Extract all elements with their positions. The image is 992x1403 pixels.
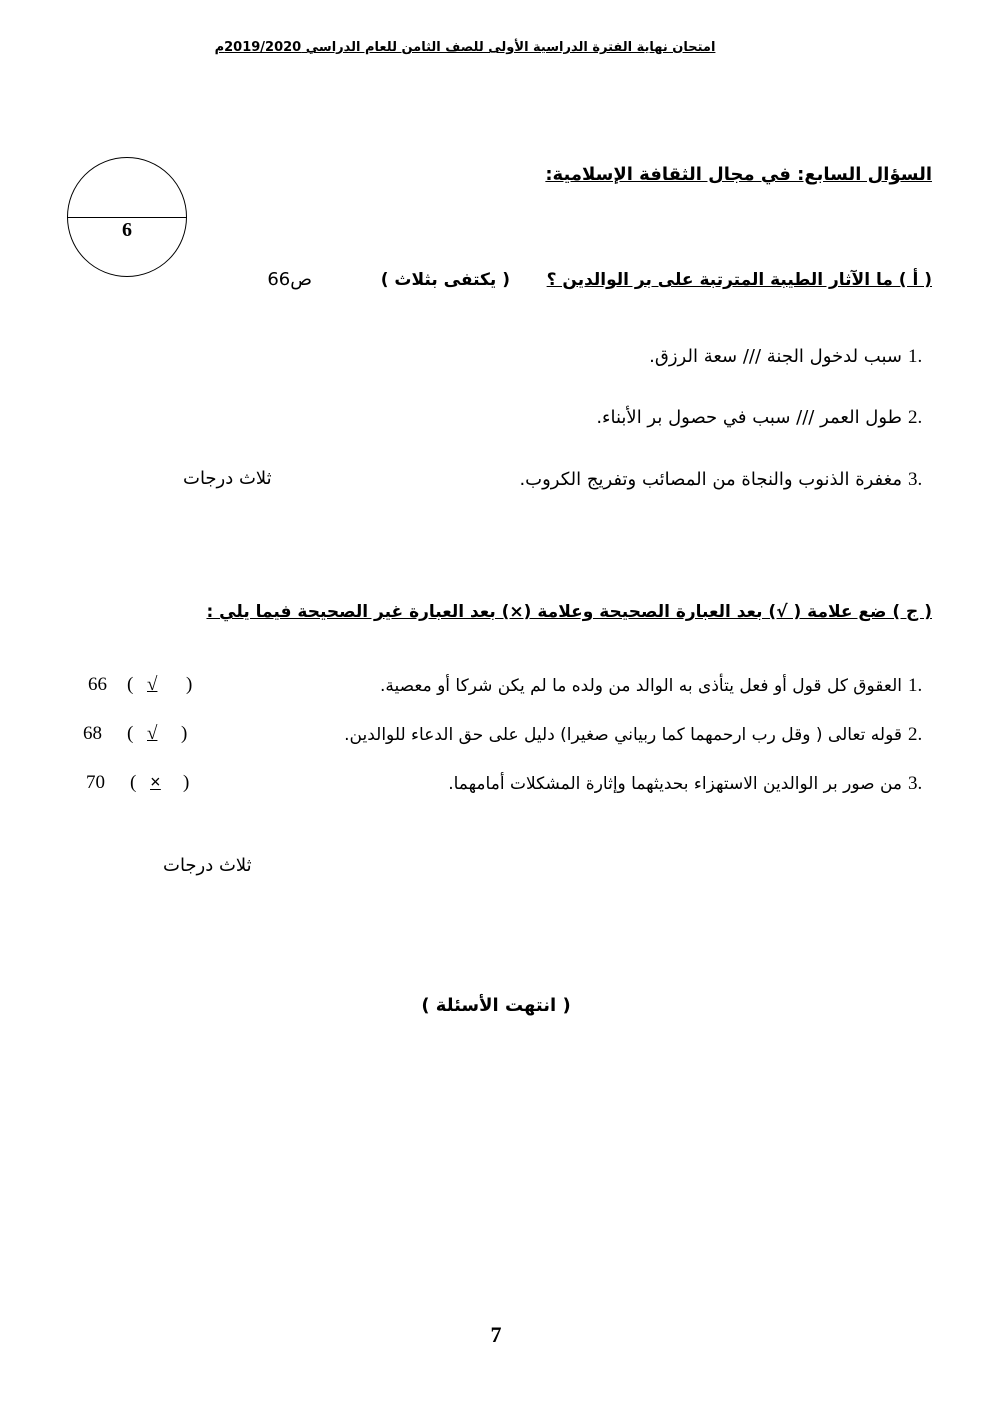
answer-text: طول العمر /// سبب في حصول بر الأبناء. bbox=[596, 407, 902, 428]
answer-number: 1. bbox=[908, 346, 923, 367]
statement-text: من صور بر الوالدين الاستهزاء بحديثهما وإثارة المشكلات أمامهما. bbox=[448, 774, 902, 794]
part-a-note: ( يكتفى بثلاث ) bbox=[380, 270, 510, 290]
page-reference: 70 bbox=[86, 772, 105, 793]
page-reference: 68 bbox=[83, 723, 102, 744]
statement-text: قوله تعالى ( وقل رب ارحمهما كما ربياني صغيرا) دليل على حق الدعاء للوالدين. bbox=[344, 725, 902, 745]
page-reference: 66 bbox=[88, 674, 107, 695]
answer-mark: √ bbox=[147, 723, 158, 744]
page-number: 7 bbox=[490, 1322, 502, 1347]
answer-number: 3. bbox=[908, 469, 923, 490]
part-a-page-ref: ص66 bbox=[267, 269, 312, 290]
statement-text: العقوق كل قول أو فعل يتأذى به الوالد من ولده ما لم يكن شركا أو معصية. bbox=[379, 676, 902, 696]
statement-number: 2. bbox=[908, 724, 923, 745]
answer-text: مغفرة الذنوب والنجاة من المصائب وتفريج الكروب. bbox=[519, 469, 902, 490]
exam-header-title: امتحان نهاية الفترة الدراسية الأولى للصف الثامن للعام الدراسي 2019/2020م bbox=[214, 40, 716, 55]
answer-mark: √ bbox=[147, 674, 158, 695]
part-a-question: ( أ ) ما الآثار الطيبة المترتبة على بر الوالدين ؟ bbox=[546, 270, 932, 290]
part-c-question: ( ج ) ضع علامة ( √) بعد العبارة الصحيحة وعلامة (×) بعد العبارة غير الصحيحة فيما يلي : bbox=[206, 602, 932, 622]
score-value: 6 bbox=[122, 219, 132, 241]
statement-number: 3. bbox=[908, 773, 923, 794]
part-c-grade: ثلاث درجات bbox=[163, 855, 252, 876]
answer-text: سبب لدخول الجنة /// سعة الرزق. bbox=[649, 346, 902, 367]
end-of-questions: ( انتهت الأسئلة ) bbox=[421, 995, 571, 1016]
score-circle-divider bbox=[67, 217, 187, 218]
part-a-grade: ثلاث درجات bbox=[183, 468, 272, 489]
answer-mark: × bbox=[150, 772, 161, 793]
question-title: السؤال السابع: في مجال الثقافة الإسلامية: bbox=[545, 164, 932, 185]
answer-number: 2. bbox=[908, 407, 923, 428]
statement-number: 1. bbox=[908, 675, 923, 696]
